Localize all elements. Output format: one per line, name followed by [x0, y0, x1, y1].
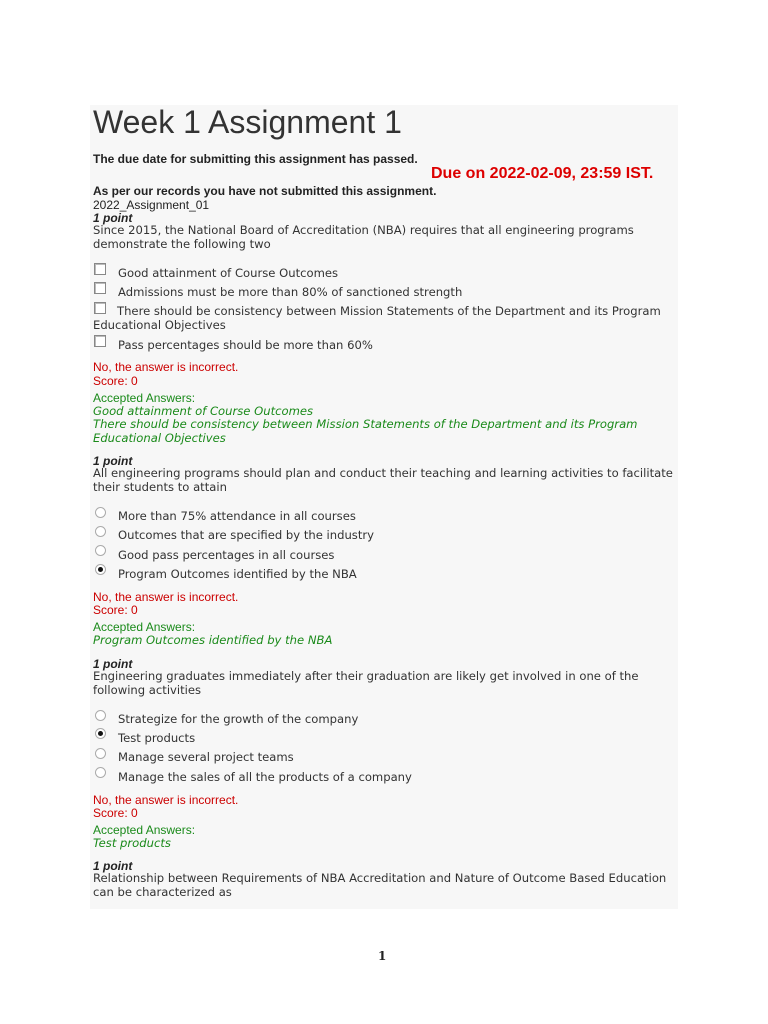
accepted-answer: There should be consistency between Mission Statements of the Department and its Program Educational Objectives [93, 417, 638, 445]
option-radio[interactable] [95, 748, 106, 759]
score: Score: 0 [93, 806, 138, 820]
page-title: Week 1 Assignment 1 [93, 104, 402, 140]
accepted-answer: Test products [93, 836, 171, 850]
result-message: No, the answer is incorrect. [93, 793, 239, 807]
option-radio-selected[interactable] [95, 728, 106, 739]
option-label: Manage the sales of all the products of a company [118, 770, 412, 784]
accepted-answers-label: Accepted Answers: [93, 823, 196, 837]
score: Score: 0 [93, 374, 138, 388]
due-date: Due on 2022-02-09, 23:59 IST. [431, 165, 654, 182]
score: Score: 0 [93, 603, 138, 617]
option-checkbox[interactable] [94, 263, 106, 275]
question-points: 1 point [93, 454, 133, 468]
submission-status-note: As per our records you have not submitted this assignment. [93, 184, 437, 198]
option-label: Test products [118, 731, 196, 745]
result-message: No, the answer is incorrect. [93, 590, 239, 604]
option-label: There should be consistency between Mission Statements of the Department and its Program Educational Objectives [93, 304, 661, 332]
option-label: Pass percentages should be more than 60% [118, 338, 373, 352]
option-radio[interactable] [95, 767, 106, 778]
option-checkbox[interactable] [94, 335, 106, 347]
option-label: Manage several project teams [118, 750, 294, 764]
option-label: Good pass percentages in all courses [118, 548, 335, 562]
option-checkbox[interactable] [94, 282, 106, 294]
accepted-answer: Good attainment of Course Outcomes [93, 404, 314, 418]
option-label: More than 75% attendance in all courses [118, 509, 356, 523]
accepted-answers-label: Accepted Answers: [93, 620, 196, 634]
option-radio[interactable] [95, 545, 106, 556]
question-text: Engineering graduates immediately after their graduation are likely get involved in one of the following activities [93, 669, 639, 697]
page-number: 1 [378, 949, 387, 963]
question-text: Since 2015, the National Board of Accreditation (NBA) requires that all engineering programs demonstrate the following two [93, 223, 634, 251]
option-label: Admissions must be more than 80% of sanctioned strength [118, 285, 463, 299]
question-points: 1 point [93, 859, 133, 873]
question-text: Relationship between Requirements of NBA Accreditation and Nature of Outcome Based Education can be characterized as [93, 871, 667, 899]
result-message: No, the answer is incorrect. [93, 360, 239, 374]
option-radio[interactable] [95, 507, 106, 518]
option-label: Strategize for the growth of the company [118, 712, 359, 726]
option-label: Good attainment of Course Outcomes [118, 266, 339, 280]
option-label: Program Outcomes identified by the NBA [118, 567, 357, 581]
accepted-answer: Program Outcomes identified by the NBA [93, 633, 333, 647]
question-points: 1 point [93, 211, 133, 225]
option-label: Outcomes that are specified by the industry [118, 528, 375, 542]
deadline-passed-note: The due date for submitting this assignment has passed. [93, 152, 418, 166]
option-radio[interactable] [95, 526, 106, 537]
accepted-answers-label: Accepted Answers: [93, 391, 196, 405]
assignment-code: 2022_Assignment_01 [93, 198, 210, 212]
option-radio[interactable] [95, 710, 106, 721]
option-radio-selected[interactable] [95, 564, 106, 575]
question-text: All engineering programs should plan and conduct their teaching and learning activities to facilitate their students to attain [93, 466, 673, 494]
question-points: 1 point [93, 657, 133, 671]
